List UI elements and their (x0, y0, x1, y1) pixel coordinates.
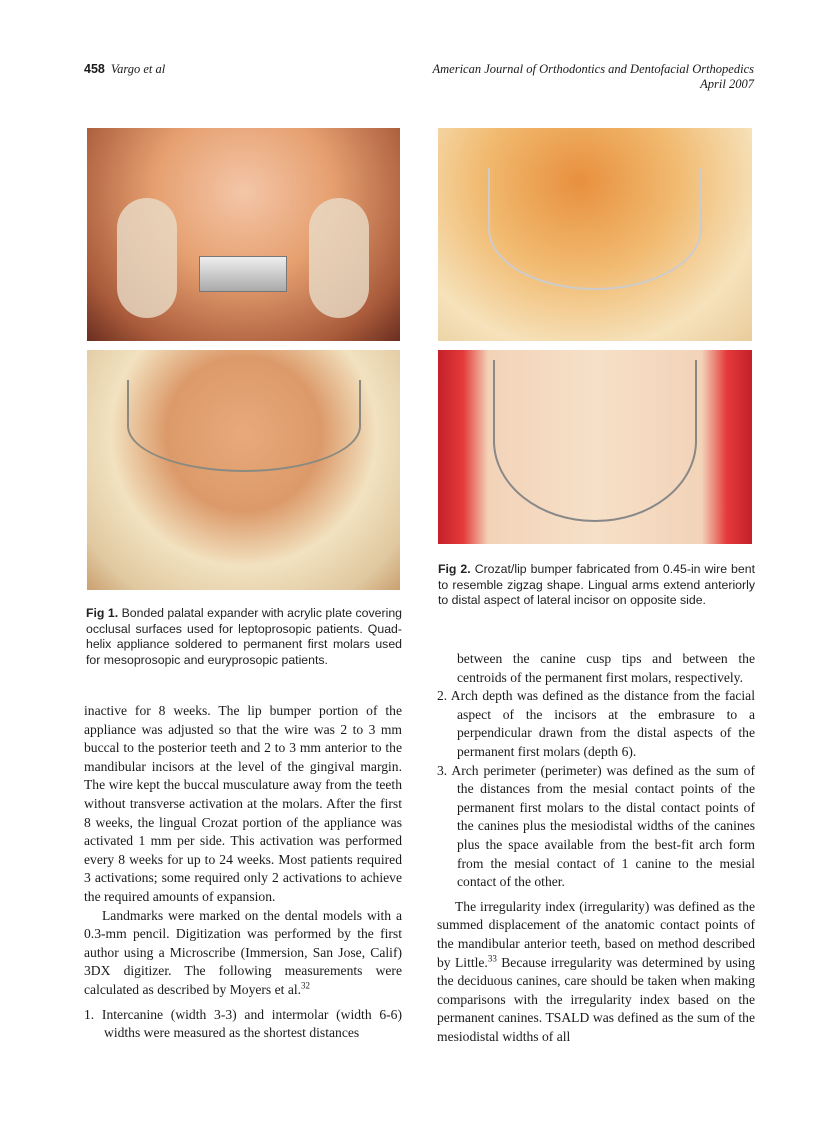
fig2-caption-text: Crozat/lip bumper fabricated from 0.45-in wire bent to resemble zigzag shape. Lingual arms extend anteriorly to distal aspect of lateral incisor on opposite side. (438, 562, 755, 608)
acrylic-plate-right (309, 198, 369, 318)
journal-title: American Journal of Orthodontics and Dentofacial Orthopedics (432, 62, 754, 76)
paragraph (437, 898, 755, 1047)
authors: Vargo et al (110, 62, 166, 76)
list-item-continued: between the canine cusp tips and between the centroids of the permanent first molars, respectively. (457, 651, 755, 685)
running-header-right (433, 62, 755, 92)
fig2-crozat-photo-top (438, 128, 752, 341)
left-text-column (84, 702, 402, 1043)
issue-date: April 2007 (700, 77, 754, 91)
fig1-caption (86, 606, 402, 668)
page-number: 458 (84, 62, 105, 76)
crozat-wire (488, 168, 702, 290)
expander-screw (199, 256, 287, 292)
fig2-crozat-photo-model (438, 350, 752, 544)
paragraph-text: The irregularity index (irregularity) was defined as the summed displacement of the anatomic contact points of the mandibular anterior teeth, based on method described by Little. (437, 898, 755, 970)
list-item: 1. Intercanine (width 3-3) and intermolar (width 6-6) widths were measured as the shortest distances (84, 1006, 402, 1041)
paragraph (84, 907, 402, 1000)
fig2-label: Fig 2. (438, 562, 471, 576)
fig2-caption (438, 562, 755, 609)
list-item: 2. Arch depth was defined as the distance from the facial aspect of the incisors at the embrasure to a perpendicular drawn from the distal aspects of the permanent first molars (depth 6). (437, 688, 755, 759)
citation: 32 (301, 980, 311, 991)
paragraph-text: Landmarks were marked on the dental models with a 0.3-mm pencil. Digitization was performed by the first author using a Microscribe (Immersion, San Jose, Calif) 3DX digitizer. The following measurements were calculated as described by Moyers et al. (84, 907, 402, 997)
quad-helix-wire (127, 380, 361, 472)
paragraph: inactive for 8 weeks. The lip bumper portion of the appliance was adjusted so that the wire was 2 to 3 mm buccal to the posterior teeth and 2 to 3 mm anterior to the mandibular incisors at the level of the gingival margin. The wire kept the buccal musculature away from the teeth without transverse activation at the molars. After the first 8 weeks, the lingual Crozat portion of the appliance was activated 1 mm per side. This activation was performed every 8 weeks for up to 24 weeks. Most patients required 3 activations; some required only 2 activations to achieve the required amounts of expansion. (84, 703, 402, 904)
fig1-label: Fig 1. (86, 606, 119, 620)
fig1-quad-helix-photo (87, 350, 400, 590)
running-header-left (84, 62, 165, 77)
fig1-caption-text: Bonded palatal expander with acrylic plate covering occlusal surfaces used for leptoprosopic patients. Quad-helix appliance soldered to permanent first molars used for mesoprosopic and euryprosopic patients. (86, 606, 402, 667)
citation: 33 (487, 952, 497, 963)
fig1-expander-photo (87, 128, 400, 341)
paragraph-text: Because irregularity was determined by using the deciduous canines, care should be taken when making comparisons with the irregularity index based on the permanent canines. TSALD was defined as the sum of the mesiodistal widths of all (437, 954, 755, 1044)
right-text-column (437, 650, 755, 1046)
list-item: 3. Arch perimeter (perimeter) was defined as the sum of the distances from the mesial contact points of the permanent first molars to the distal contact points of the canines plus the mesiodistal widths of the canines plus the space available from the best-fit arch form from the mesial contact of 1 canine to the mesial contact of the other. (437, 762, 755, 890)
acrylic-plate-left (117, 198, 177, 318)
lip-bumper-wire (493, 360, 697, 522)
